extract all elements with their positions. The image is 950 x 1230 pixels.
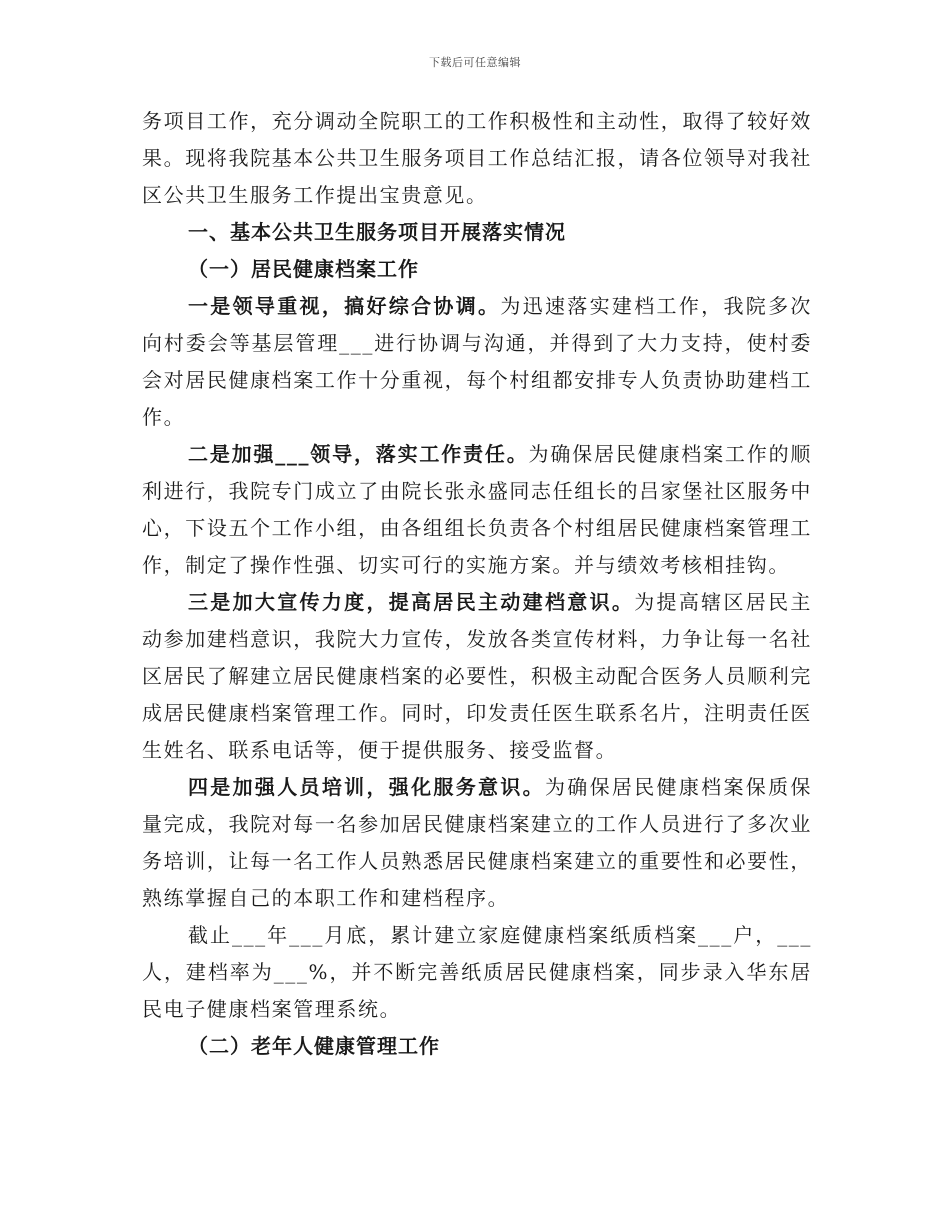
intro-paragraph: 务项目工作，充分调动全院职工的工作积极性和主动性，取得了较好效果。现将我院基本公共卫生服务项目工作总结汇报，请各位领导对我社区公共卫生服务工作提出宝贵意见。 — [142, 109, 812, 207]
paragraph-lead: 三是加大宣传力度，提高居民主动建档意识。 — [188, 590, 635, 614]
paragraph-item-1 — [142, 288, 812, 436]
page-header: 下载后可任意编辑 — [429, 56, 521, 69]
paragraph-item-2 — [142, 436, 812, 584]
paragraph-lead: 二是加强___领导，落实工作责任。 — [188, 442, 529, 466]
paragraph-lead: 四是加强人员培训，强化服务意识。 — [188, 775, 545, 799]
paragraph-text: 为确保居民健康档案工作的顺利进行，我院专门成立了由院长张永盛同志任组长的吕家堡社区服务中心，下设五个工作小组，由各组组长负责各个村组居民健康档案管理工作，制定了操作性强、切实可行的实施方案。并与绩效考核相挂钩。 — [142, 442, 812, 577]
paragraph-text: 为迅速落实建档工作，我院多次向村委会等基层管理___进行协调与沟通，并得到了大力支持，使村委会对居民健康档案工作十分重视，每个村组都安排专人负责协助建档工作。 — [142, 294, 812, 429]
paragraph-text: 为确保居民健康档案保质保量完成，我院对每一名参加居民健康档案建立的工作人员进行了多次业务培训，让每一名工作人员熟悉居民健康档案建立的重要性和必要性，熟练掌握自己的本职工作和建档程序。 — [142, 775, 813, 910]
subsection-heading-elderly: （二）老年人健康管理工作 — [188, 1034, 440, 1058]
section-heading: 一、基本公共卫生服务项目开展落实情况 — [188, 220, 566, 244]
document-body — [142, 103, 812, 1065]
paragraph-item-4 — [142, 769, 812, 917]
stats-paragraph: 截止___年___月底，累计建立家庭健康档案纸质档案___户，___人，建档率为___%，并不断完善纸质居民健康档案，同步录入华东居民电子健康档案管理系统。 — [142, 923, 812, 1021]
paragraph-item-3 — [142, 584, 812, 769]
paragraph-lead: 一是领导重视，搞好综合协调。 — [188, 294, 501, 318]
subsection-heading-records: （一）居民健康档案工作 — [188, 257, 419, 281]
paragraph-text: 为提高辖区居民主动参加建档意识，我院大力宣传，发放各类宣传材料，力争让每一名社区居民了解建立居民健康档案的必要性，积极主动配合医务人员顺利完成居民健康档案管理工作。同时，印发责任医生联系名片，注明责任医生姓名、联系电话等，便于提供服务、接受监督。 — [142, 590, 812, 762]
